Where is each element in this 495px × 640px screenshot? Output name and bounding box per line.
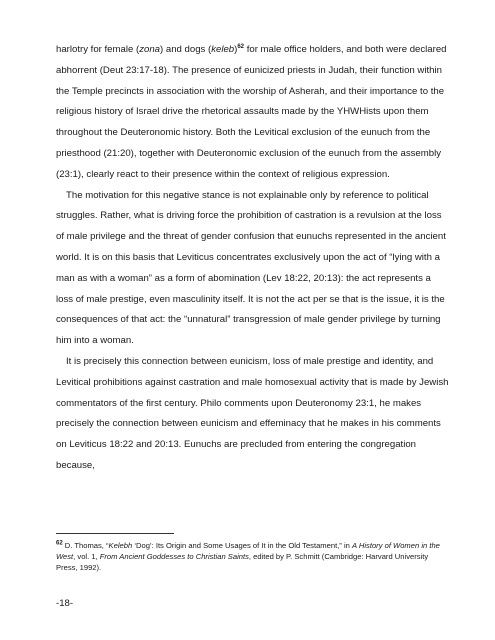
- text-run: ) and dogs (: [160, 44, 212, 55]
- text-run: D. Thomas, “: [62, 541, 109, 550]
- text-run: ): [234, 44, 238, 55]
- text-run: , edited by P. Schmitt (Cambridge: Harvard University Press, 1992).: [56, 552, 429, 572]
- italic-term: keleb: [211, 44, 235, 55]
- footnote-divider: [56, 533, 174, 534]
- italic-title: A History of Women in the West: [56, 541, 440, 561]
- footnote: [56, 540, 451, 573]
- text-run: for male office holders, and both were declared abhorrent (Deut 23:17-18). The presence of eunicized priests in Judah, their function within the Temple precincts in association with the worship of Asherah, and their importance to the religious history of Israel drive the rhetorical assaults made by the YHWHists upon them throughout the Deuteronomic history. Both the Levitical exclusion of the eunuch from the priesthood (21:20), together with Deuteronomic exclusion of the eunuch from the assembly (23:1), clearly react to their presence within the context of religious expression.: [56, 44, 447, 180]
- text-run: , vol. 1,: [73, 552, 100, 561]
- main-text: [56, 40, 449, 477]
- footnote-reference[interactable]: 62: [237, 43, 245, 50]
- footnote-number: 62: [56, 540, 63, 547]
- italic-term: Kelebh: [108, 541, 133, 550]
- paragraph-3: It is precisely this connection between eunicism, loss of male prestige and identity, and Levitical prohibitions against castration and male homosexual activity that is made by Jewish commentators of the first century. Philo comments upon Deuteronomy 23:1, he makes precisely the connection between eunicism and effeminacy that he makes in his comments on Leviticus 18:22 and 20:13. Eunuchs are precluded from entering the congregation because,: [56, 355, 449, 471]
- text-run: harlotry for female (: [56, 44, 140, 55]
- text-run: ‘Dog’: Its Origin and Some Usages of It in the Old Testament,” in: [132, 541, 352, 550]
- page-number: -18-: [56, 598, 74, 609]
- italic-title: From Ancient Goddesses to Christian Saints: [99, 552, 249, 561]
- paragraph-1: [56, 40, 449, 186]
- italic-term: zona: [139, 44, 160, 55]
- paragraph-2: The motivation for this negative stance is not explainable only by reference to political struggles. Rather, what is driving force the prohibition of castration is a revulsion at the loss of male privilege and the threat of gender confusion that eunuchs represented in the ancient world. It is on this basis that Leviticus concentrates exclusively upon the act of “lying with a man as with a woman” as a form of abomination (Lev 18:22, 20:13): the act represents a loss of male prestige, even masculinity itself. It is not the act per se that is the issue, it is the consequences of that act: the “unnatural” transgression of male gender privilege by turning him into a woman.: [56, 189, 446, 347]
